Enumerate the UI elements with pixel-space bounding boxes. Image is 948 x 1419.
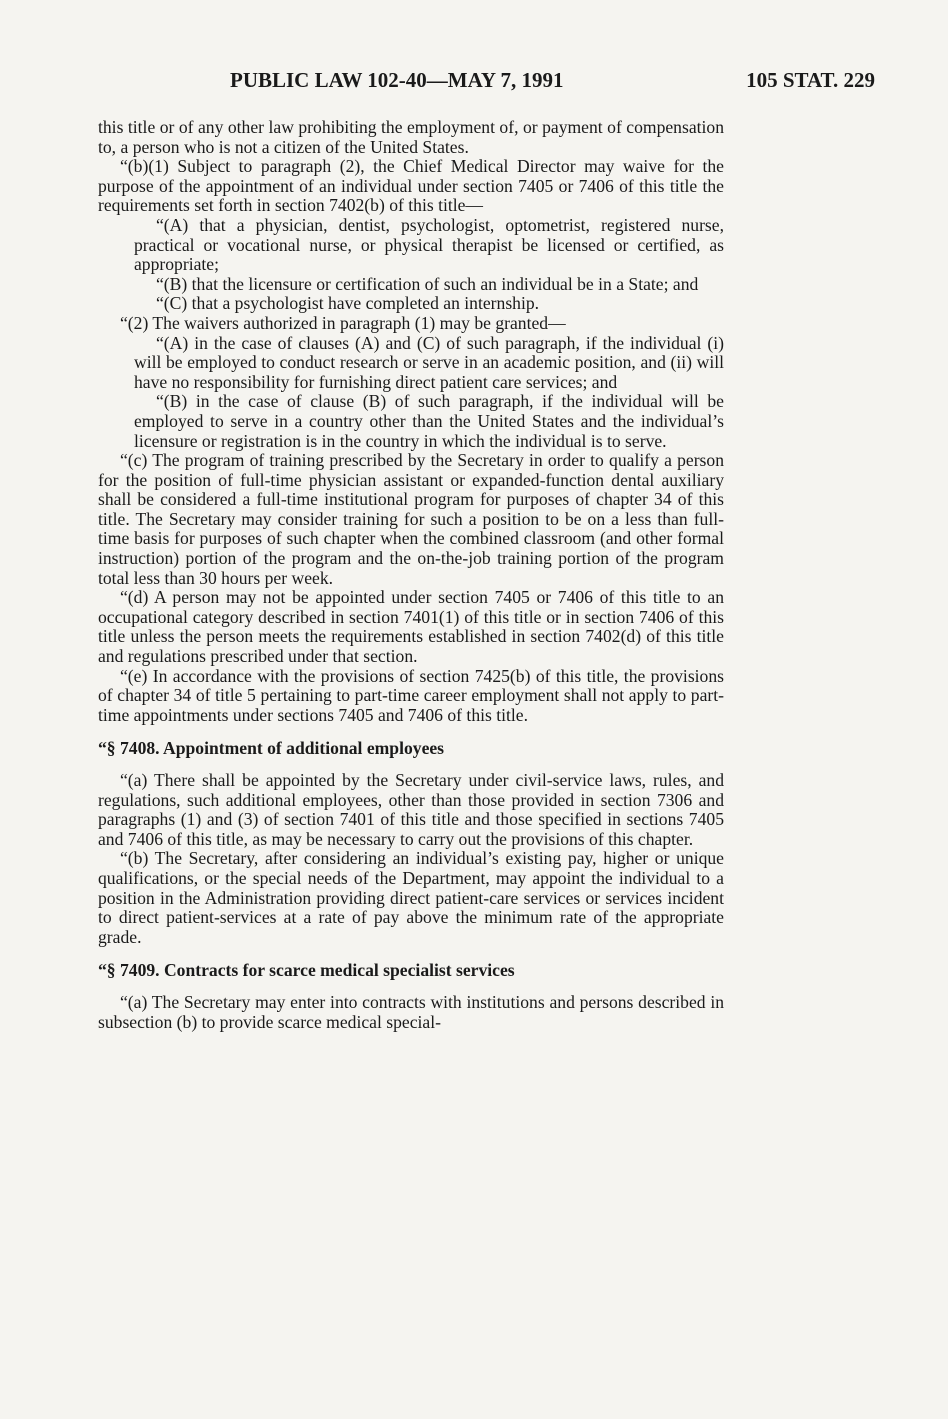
paragraph: “(d) A person may not be appointed under section 7405 or 7406 of this title to an occupational category described in section 7401(1) of this title or in section 7406 of this title unless the person meets the requirements established in section 7402(d) of this title and regulations prescribed under that section. (98, 587, 724, 667)
paragraph: “(c) The program of training prescribed by the Secretary in order to qualify a person for the position of full-time physician assistant or expanded-function dental auxiliary shall be considered a full-time institutional program for purposes of chapter 34 of this title. The Secretary may consider training for such a position to be on a less than full-time basis for purposes of such chapter when the combined classroom (and other formal instruction) portion of the program and the on-the-job training portion of the program total less than 30 hours per week. (98, 450, 724, 588)
section-heading: “§ 7408. Appointment of additional employees (98, 738, 445, 759)
paragraph: “(b) The Secretary, after considering an individual’s existing pay, higher or unique qualifications, or the special needs of the Department, may appoint the individual to a position in the Administration providing direct patient-care services or services incident to direct patient-services at a rate of pay above the minimum rate of the appropriate grade. (98, 848, 724, 947)
paragraph: “(b)(1) Subject to paragraph (2), the Chief Medical Director may waive for the purpose of the appointment of an individual under section 7405 or 7406 of this title the requirements set forth in section 7402(b) of this title— (98, 156, 724, 216)
paragraph: “(B) that the licensure or certification of such an individual be in a State; and (156, 273, 699, 294)
header-title: PUBLIC LAW 102-40—MAY 7, 1991 (230, 68, 564, 92)
paragraph: “(A) that a physician, dentist, psychologist, optometrist, registered nurse, practical or vocational nurse, or physical therapist be licensed or certified, as appropriate; (134, 214, 724, 275)
paragraph: “(a) There shall be appointed by the Secretary under civil-service laws, rules, and regulations, such additional employees, other than those provided in section 7306 and paragraphs (1) and (3) of section 7401 of this title and those specified in sections 7405 and 7406 of this title, as may be necessary to carry out the provisions of this chapter. (98, 770, 724, 849)
paragraph: this title or of any other law prohibiting the employment of, or payment of compensation to, a person who is not a citizen of the United States. (98, 117, 724, 157)
body-text (98, 118, 724, 1032)
paragraph: “(B) in the case of clause (B) of such paragraph, if the individual will be employed to serve in a country other than the United States and the individual’s licensure or registration is in the country in which the individual is to serve. (134, 391, 724, 451)
header-stat: 105 STAT. 229 (746, 68, 875, 92)
paragraph: “(2) The waivers authorized in paragraph (1) may be granted— (120, 312, 566, 333)
paragraph: “(a) The Secretary may enter into contracts with institutions and persons described in subsection (b) to provide scarce medical special- (98, 991, 724, 1032)
section-heading: “§ 7409. Contracts for scarce medical specialist services (98, 960, 515, 981)
paragraph: “(C) that a psychologist have completed an internship. (156, 293, 540, 314)
paragraph: “(A) in the case of clauses (A) and (C) of such paragraph, if the individual (i) will be employed to conduct research or serve in an academic position, and (ii) will have no responsibility for furnishing direct patient care services; and (134, 332, 724, 392)
paragraph: “(e) In accordance with the provisions of section 7425(b) of this title, the provisions of chapter 34 of title 5 pertaining to part-time career employment shall not apply to part-time appointments under sections 7405 and 7406 of this title. (98, 665, 724, 725)
page-header (100, 68, 875, 98)
